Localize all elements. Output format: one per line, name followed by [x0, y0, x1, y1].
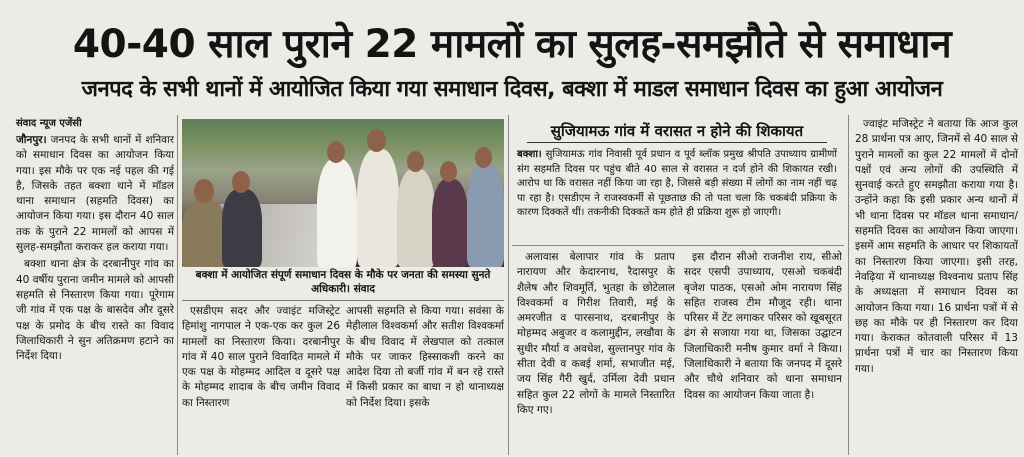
news-photo	[182, 119, 504, 267]
column-5	[684, 250, 842, 454]
column-divider	[508, 115, 509, 455]
column-1	[16, 133, 174, 455]
photo-person	[182, 199, 227, 267]
column-divider	[848, 115, 849, 455]
box-bottom-rule	[512, 245, 844, 246]
column-1-paragraph-1	[16, 133, 174, 255]
column-divider	[177, 115, 178, 455]
column-4	[517, 250, 675, 454]
photo-person	[222, 189, 262, 267]
column-4-paragraph: अलावास बेलापार गांव के प्रताप नारायण और केदारनाथ, रैदासपुर के शैलेष और शिवमूर्ति, भुतहा के छोटेलाल विश्वकर्मा व गिरीश तिवारी, मई के अमरजीत व पारसनाथ, दरबानीपुर के मोहम्मद अबुजर व कलामुद्दीन, लखौवा के सुधीर मौर्या व अवधेश, सुल्तानपुर गांव के सीता देवी व कबई शर्मा, सभाजीत मई, जय सिंह गैरी खुर्द, उर्मिला देवी प्रधान सहित कुल 22 लोगों के मामले निस्तारित किए गए।	[517, 251, 675, 416]
column-1-paragraph-2: बक्शा थाना क्षेत्र के दरबानीपुर गांव का 40 वर्षीय पुराना जमीन मामले को आपसी सहमति से निस्तारण किया गया। पूरेगाम जी गांव में एक पक्ष के बासदेव और दूसरे पक्ष के प्रमोद के बीच रास्ते का विवाद जिलाधिकारी ने सुन अतिक्रमण हटाने का निर्देश दिया।	[16, 258, 174, 363]
photo-person-head	[367, 129, 386, 152]
dateline: जौनपुर।	[16, 134, 47, 146]
photo-person-head	[232, 171, 250, 193]
column-2	[182, 304, 340, 454]
caption-rule	[182, 300, 504, 301]
column-2-paragraph: एसडीएम सदर और ज्वाइंट मजिस्ट्रेट हिमांशु नागपाल ने एक-एक कर कुल 26 मामलों का निस्तारण किया। दरबानीपुर गांव में 40 साल पुराने विवादित मामले में एक पक्ष के मोहम्मद आदिल व दूसरे पक्ष के मोहम्मद शादाब के बीच जमीन विवाद का निस्तारण	[182, 305, 340, 409]
subheadline: जनपद के सभी थानों में आयोजित किया गया समाधान दिवस, बक्शा में माडल समाधान दिवस का हुआ आयोजन	[81, 77, 943, 102]
column-5-paragraph: इस दौरान सीओ राजनीश राय, सीओ सदर एसपी उपाध्याय, एसओ चकबंदी बृजेश पाठक, एसओ ओम नारायण सिंह सहित राजस्व टीम मौजूद रही। थाना परिसर में टेंट लगाकर परिसर को खूबसूरत ढंग से सजाया गया था, जिसका उद्घाटन जिलाधिकारी मनीष कुमार वर्मा ने किया। जिलाधिकारी ने बताया कि जनपद में दूसरे और चौथे शनिवार को थाना समाधान दिवस का आयोजन किया जाता है।	[684, 251, 842, 401]
photo-person-head	[327, 141, 345, 163]
photo-person-head	[407, 151, 424, 172]
column-3-paragraph: आपसी सहमति से किया गया। सवंसा के मेहीलाल विश्वकर्मा और सतीश विश्वकर्मा के बीच विवाद में लेखपाल को तत्काल मौके पर जाकर हिस्साकशी करने का आदेश दिया तो बर्जी गांव में बन रहे रास्ते में किसी प्रकार का बाधा न हो थानाध्यक्ष को निर्देश दिया। इसके	[346, 305, 504, 409]
photo-person	[432, 179, 468, 267]
box-dateline: बक्शा।	[517, 149, 542, 160]
box-story	[517, 148, 837, 242]
photo-person	[317, 159, 357, 267]
box-paragraph	[517, 148, 837, 221]
box-title: सुजियामऊ गांव में वरासत न होने की शिकायत	[513, 121, 841, 143]
photo-person	[467, 164, 504, 267]
news-agency-byline: संवाद न्यूज एजेंसी	[16, 118, 82, 129]
photo-caption: बक्शा में आयोजित संपूर्ण समाधान दिवस के मौके पर जनता की समस्या सुनते अधिकारी। संवाद	[195, 269, 491, 295]
photo-person-head	[440, 161, 457, 182]
photo-person-head	[475, 147, 492, 168]
photo-person-head	[194, 179, 214, 203]
photo-person	[357, 149, 399, 267]
photo-person	[397, 169, 435, 267]
column-1-paragraph-1-text: जनपद के सभी थानों में शनिवार को समाधान दिवस का आयोजन किया गया। इस मौके पर एक नई पहल की गई है, जिसके तहत बक्शा थाने में मॉडल थाना समाधान (सहमति दिवस) का आयोजन किया गया। इस दौरान 40 साल तक के पुराने 22 मामलों को आपस में सुलह-समझौता कराकर हल कराया गया।	[16, 134, 174, 254]
column-6	[855, 117, 1018, 455]
headline: 40-40 साल पुराने 22 मामलों का सुलह-समझौते से समाधान	[72, 22, 952, 67]
column-3	[346, 304, 504, 454]
box-text: सुजियामऊ गांव निवासी पूर्व प्रधान व पूर्व ब्लॉक प्रमुख श्रीपति उपाध्याय ग्रामीणों संग सहमति दिवस पर पहुंच बीते 40 साल से वरासत न दर्ज होने की शिकायत रखी। आरोप था कि वरासत नहीं किया जा रहा है, जिससे बड़ी संख्या में लोगों का नाम नहीं चढ़ पा रहा है। एसडीएम ने राजस्वकर्मी से पूछताछ की तो पता चला कि चकबंदी प्रक्रिया के कारण दिक्कतें थीं। तकनीकी दिक्कतें कम होते ही प्रक्रिया शुरू हो जाएगी।	[517, 149, 837, 218]
column-6-paragraph: ज्वाइंट मजिस्ट्रेट ने बताया कि आज कुल 28 प्रार्थना पत्र आए, जिनमें से 40 साल से पुराने मामलों का कुल 22 मामलों में दोनों पक्षों एवं अन्य लोगों की उपस्थिति में सुनवाई करते हुए समझौता कराया गया है। उन्होंने कहा कि इसी प्रकार अन्य थानों में भी थाना दिवस पर मॉडल थाना समाधान/सहमति दिवस का आयोजन किया जाएगा। इसमें आम सहमति के आधार पर शिकायतों का निस्तारण किया जाएगा। इसी तरह, नेवढ़िया में थानाध्यक्ष विश्वनाथ प्रताप सिंह के अध्यक्षता में समाधान दिवस का आयोजन किया गया। 16 प्रार्थना पत्रों में से छह का मौके पर ही निस्तारण कर दिया गया। केराकत कोतवाली परिसर में 13 प्रार्थना पत्रों में चार का निस्तारण किया गया।	[855, 118, 1018, 375]
